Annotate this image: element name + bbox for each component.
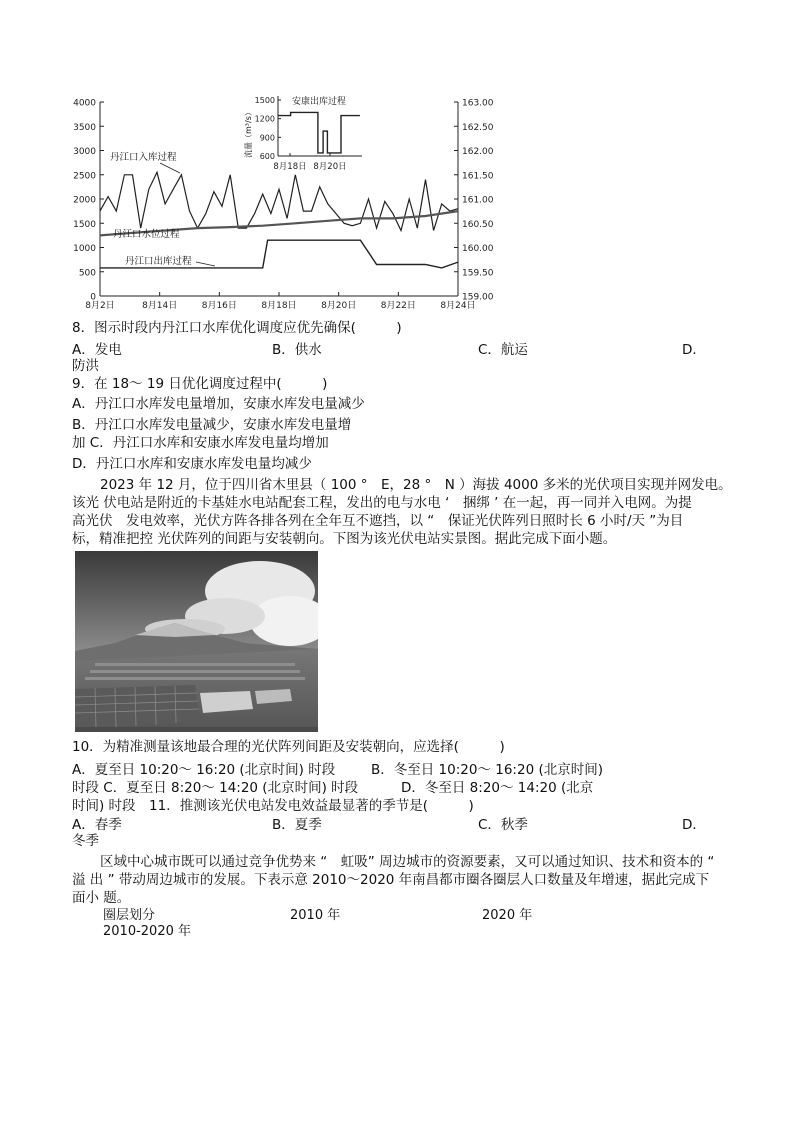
q11-stem: 时间) 时段 11．推测该光伏电站发电效益最显著的季节是( ) xyxy=(72,798,474,814)
y-right-tick-label: 161.00 xyxy=(462,195,494,206)
y-right-tick-label: 161.50 xyxy=(462,171,494,182)
q8-option-d-text: 防洪 xyxy=(72,358,99,374)
y-left-tick-label: 3000 xyxy=(73,147,96,157)
y-left-tick-label: 0 xyxy=(90,292,96,303)
y-right-tick-label: 159.00 xyxy=(462,292,494,303)
x-tick-label: 8月14日 xyxy=(142,301,178,311)
passage1-line2: 该光 伏电站是附近的卡基娃水电站配套工程，发出的电与水电 ‘ 捆绑 ’ 在一起，再一同并入电网。为提 xyxy=(72,495,692,511)
y-left-tick-label: 2000 xyxy=(73,195,96,206)
y-right-tick-label: 160.50 xyxy=(462,219,494,230)
x-tick-label: 8月22日 xyxy=(380,301,416,311)
q10-option-b[interactable]: B．冬至日 10:20～ 16:20 (北京时间) xyxy=(371,762,603,778)
q10-option-d[interactable]: D．冬至日 8:20～ 14:20 (北京 xyxy=(401,780,594,796)
leader-inflow xyxy=(160,163,180,173)
inset-x-tick-label: 8月20日 xyxy=(313,162,347,172)
inset-y-tick-label: 1500 xyxy=(254,96,275,105)
table-header-circle: 圈层划分 xyxy=(103,908,156,923)
leader-outflow xyxy=(196,262,215,266)
y-left-tick-label: 1000 xyxy=(73,244,96,254)
inset-y-tick-label: 900 xyxy=(259,133,275,143)
inset-series-line xyxy=(278,112,360,152)
y-left-tick-label: 4000 xyxy=(73,98,96,109)
passage2-line3: 面小 题。 xyxy=(72,890,131,906)
y-left-tick-label: 3500 xyxy=(73,122,96,133)
q11-option-a[interactable]: A．春季 xyxy=(72,817,122,833)
x-tick-label: 8月20日 xyxy=(321,301,357,311)
q8-option-a[interactable]: A．发电 xyxy=(72,342,122,358)
series-label-outflow: 丹江口出库过程 xyxy=(125,256,192,267)
q10-stem: 10．为精准测量该地最合理的光伏阵列间距及安装朝向，应选择( ) xyxy=(72,739,505,755)
passage1-line3: 高光伏 发电效率，光伏方阵各排各列在全年互不遮挡，以 “ 保证光伏阵列日照时长 6 小时/天 ”为目 xyxy=(72,513,684,529)
q10-option-a[interactable]: A．夏至日 10:20～ 16:20 (北京时间) 时段 xyxy=(72,762,336,778)
x-tick-label: 8月24日 xyxy=(440,301,476,311)
series-inflow-line xyxy=(100,172,458,230)
q9-option-b[interactable]: B．丹江口水库发电量减少，安康水库发电量增 xyxy=(72,417,352,433)
q11-option-b[interactable]: B．夏季 xyxy=(272,817,322,833)
table-header-2020: 2020 年 xyxy=(482,908,533,923)
x-tick-label: 8月2日 xyxy=(85,301,115,311)
y-right-tick-label: 163.00 xyxy=(462,98,494,109)
q11-option-d-text: 冬季 xyxy=(72,833,99,849)
passage2-line1: 区域中心城市既可以通过竞争优势来 “ 虹吸” 周边城市的资源要素，又可以通过知识、技术和资本的 “ xyxy=(100,854,715,870)
q11-option-c[interactable]: C．秋季 xyxy=(478,817,528,833)
y-right-tick-label: 160.00 xyxy=(462,244,494,254)
table-header-2010: 2010 年 xyxy=(290,908,341,923)
inset-ylabel: 流量（m³/s） xyxy=(244,108,253,158)
q8-option-c[interactable]: C．航运 xyxy=(478,342,528,358)
x-tick-label: 8月16日 xyxy=(201,301,237,311)
y-right-tick-label: 159.50 xyxy=(462,268,494,279)
y-left-tick-label: 500 xyxy=(78,268,96,279)
y-left-tick-label: 2500 xyxy=(73,171,96,182)
inset-title: 安康出库过程 xyxy=(292,97,347,107)
q9-option-a[interactable]: A．丹江口水库发电量增加，安康水库发电量减少 xyxy=(72,396,365,412)
q10-option-c[interactable]: 时段 C．夏至日 8:20～ 14:20 (北京时间) 时段 xyxy=(72,780,359,796)
y-right-tick-label: 162.50 xyxy=(462,122,494,133)
q8-stem: 8．图示时段内丹江口水库优化调度应优先确保( ) xyxy=(72,320,402,336)
q11-option-d[interactable]: D． xyxy=(682,817,706,833)
series-label-inflow: 丹江口入库过程 xyxy=(110,152,177,163)
q8-option-b[interactable]: B．供水 xyxy=(272,342,322,358)
y-right-tick-label: 162.00 xyxy=(462,147,494,157)
reservoir-chart xyxy=(0,0,793,330)
y-left-tick-label: 1500 xyxy=(73,219,96,230)
inset-x-tick-label: 8月18日 xyxy=(273,162,307,172)
q8-option-d[interactable]: D． xyxy=(682,342,706,358)
inset-y-tick-label: 1200 xyxy=(254,114,275,124)
q9-option-b-c[interactable]: 加 C．丹江口水库和安康水库发电量均增加 xyxy=(72,435,329,451)
x-tick-label: 8月18日 xyxy=(261,301,297,311)
pv-station-photo xyxy=(75,551,318,732)
passage2-line2: 溢 出 ” 带动周边城市的发展。下表示意 2010～2020 年南昌都市圈各圈层人口数量及年增速，据此完成下 xyxy=(72,872,710,888)
table-header-growth: 2010-2020 年 xyxy=(103,924,191,939)
passage1-line4: 标，精准把控 光伏阵列的间距与安装朝向。下图为该光伏电站实景图。据此完成下面小题。 xyxy=(72,531,617,547)
inset-y-tick-label: 600 xyxy=(259,152,275,161)
q9-stem: 9．在 18～ 19 日优化调度过程中( ) xyxy=(72,376,328,392)
series-label-level: 丹江口水位过程 xyxy=(113,229,180,240)
passage1-line1: 2023 年 12 月，位于四川省木里县（ 100 ° E，28 ° N ）海拔 4000 多米的光伏项目实现并网发电。 xyxy=(100,477,732,493)
q9-option-d[interactable]: D．丹江口水库和安康水库发电量均减少 xyxy=(72,456,312,472)
